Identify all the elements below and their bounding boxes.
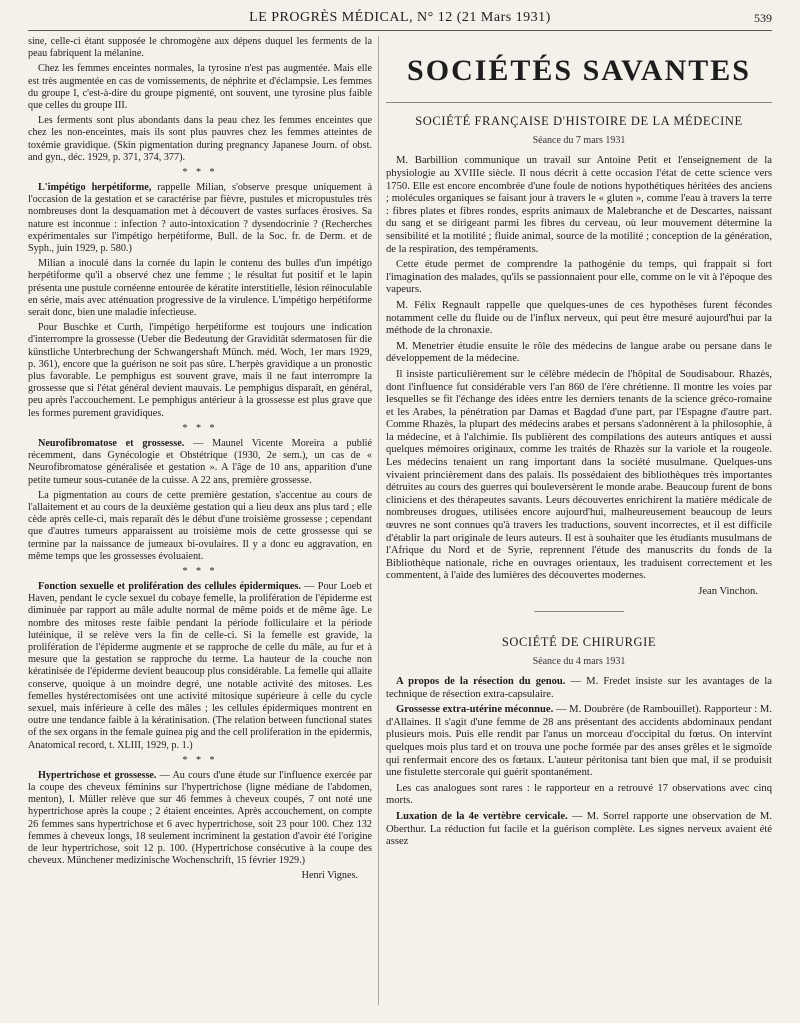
section-separator: * * * (182, 167, 218, 179)
society-report (386, 155, 772, 598)
paragraph: Les ferments sont plus abondants dans la peau chez les femmes enceintes que chez les non-enceintes, mais ils sont plus pauvres chez les femmes atteintes de toxémie gravidique. (Skin pigmentation during pregnancy Japanese Journ. of obst. and gyn., déc. 1929, p. 371, 374, 377). (28, 115, 372, 163)
paragraph: La pigmentation au cours de cette première gestation, s'accentue au cours de l'allaitement et au cours de la deuxième gestation qui a lieu deux ans plus tard ; elle cède après celle-ci, mais reparaît dès le début d'une troisième grossesse ; cependant que d'autres tumeurs apparaissent au troisième mois de cette grossesse qui se termine par la naissance de jumeaux bi-ovulaires. Il y a donc eu aggravation, en même temps que les grossesses évoluaient. (28, 489, 372, 562)
article-title: Hypertrichose et grossesse. (38, 769, 157, 781)
column-divider (378, 36, 379, 1005)
section-separator: * * * (182, 754, 218, 766)
society-title: SOCIÉTÉ FRANÇAISE D'HISTOIRE DE LA MÉDECINE (415, 114, 743, 128)
heading-rule (386, 102, 772, 103)
article-title: Fonction sexuelle et prolifération des cellules épidermiques. (38, 580, 301, 592)
author-signature: Henri Vignes. (301, 870, 358, 882)
communication-text: — M. Sorrel rapporte une observation de M. Oberthur. La réduction fut facile et la guérison complète. Les signes nerveux avaient été assez (386, 810, 772, 848)
paragraph: sine, celle-ci étant supposée le chromogène aux dépens duquel les ferments de la peau fabriquent la mélanine. (28, 36, 372, 60)
communication (386, 811, 772, 849)
article-title: Neurofibromatose et grossesse. (38, 437, 185, 449)
article-text: — Au cours d'une étude sur l'influence exercée par la coupe des cheveux féminins sur l'hypertrichose (ligne médiane de l'abdomen, menton), I. Müller relève que sur 46 femmes à cheveux coupés, 7 ont noté une hypertrichose après la coupe ; 2 étaient enceintes. Après accouchement, on compte 26 femmes sans hypertrichose et 6 avec hypertrichose, soit 23 pour 100. Chez 132 femmes à cheveux longs, 18 seulement incriminent la gestation d'avoir été l'origine de leur hypertrichose, soit 12 p. 100. (Hypertrichose consécutive à la coupe des cheveux. Münchener medizinische Wochenschrift, 15 février 1929.) (28, 769, 372, 867)
society-title: SOCIÉTÉ DE CHIRURGIE (501, 634, 657, 649)
communication-title: Grossesse extra-utérine méconnue. (396, 704, 554, 716)
paragraph: M. Barbillion communique un travail sur Antoine Petit et l'enseignement de la physiologie au XVIIIe siècle. Il nous décrit à cette occasion l'état de cette science vers 1750. Elle est encore encombrée d'une foule de notions hypothétiques héritées des anciens ; molécules organiques se faisant jour à travers le « gluten », comme l'eau à travers la terre : fibres plates et fibres rondes, esprits animaux de Malebranche et de Descartes, naissant du sang et se dirigeant parmi les fibres du cerveau, où leur mouvement détermine la sensibilité et la motilité ; fluide animal, source de la motilité ; conception de la génération, de la respiration, des tempéraments. (386, 155, 772, 255)
article-impetigo (28, 182, 372, 255)
session-date: Séance du 4 mars 1931 (532, 655, 626, 667)
right-column (386, 36, 772, 1005)
paragraph: Cette étude permet de comprendre la pathogénie du temps, qui frappait si fort l'imagination des malades, qu'ils se passionnaient pour elle, comme on le vit à l'époque des vapeurs. (386, 259, 772, 296)
article-title: L'impétigo herpétiforme, (38, 182, 152, 194)
communication-title: A propos de la résection du genou. (396, 676, 566, 687)
article-text: rappelle Milian, s'observe presque uniquement à l'occasion de la gestation et se caractérise par fièvre, pustules et micropustules très nombreuses dont la desquamation met à découvert de vastes surfaces érosives. Sa nature est inconnue : infection ? auto-intoxication ? dysendocrinie ? (Recherches expérimentales sur l'impétigo herpétiforme, Bull. de la Soc. fr. de Derm. et de Syph., juin 1929, p. 580.) (28, 182, 372, 255)
journal-title: LE PROGRÈS MÉDICAL, N° 12 (21 Mars 1931) (249, 10, 551, 25)
article-neurofibromatose (28, 438, 372, 487)
paragraph: Chez les femmes enceintes normales, la tyrosine n'est pas augmentée. Mais elle est très augmentée en cas de vomissements, de néphrite et d'éclampsie. Les femmes du groupe I, c'est-à-dire du groupe pigmenté, ont souvent, une tyrosine plus faible que celles du groupe III. (28, 63, 372, 112)
paragraph: M. Menetrier étudie ensuite le rôle des médecins de langue arabe ou persane dans le développement de la médecine. (386, 340, 772, 365)
paragraph: Milian a inoculé dans la cornée du lapin le contenu des bulles d'un impétigo herpétiforme qu'il a observé chez une femme ; le résultat fut positif et le lapin présenta une pustule cornéenne entourée de kératite interstitielle, lésion réinoculable en série, mais avec atténuation progressive de la virulence. L'impétigo herpétiforme serait donc, bien une maladie infectieuse. (28, 258, 372, 319)
page-number: 539 (754, 11, 772, 25)
section-separator: * * * (182, 422, 218, 434)
left-column (28, 36, 372, 1005)
society-report (386, 676, 772, 849)
section-heading: SOCIÉTÉS SAVANTES (407, 54, 751, 87)
communication (386, 704, 772, 780)
author-signature: Jean Vinchon. (698, 586, 758, 597)
communication-text: — M. Fredet insiste sur les avantages de la technique de résection extra-capsulaire. (386, 676, 772, 700)
section-separator: * * * (182, 565, 218, 577)
paragraph: Pour Buschke et Curth, l'impétigo herpétiforme est toujours une indication d'interrompre la grossesse (Ueber die Bedeutung der Gravidität sdermatosen für die künstliche Unterbrechung der Schwangershaft Münch. méd. Woch, 1er mars 1929, p. 361), encore que la guérison ne soit pas sûre. L'herpès gravidique a un pronostic plus favorable. Le pemphigus est souvent grave, mais il ne faut interrompre la grossesse que si l'état général devient mauvais. Le pemphigus disparaît, en général, peu après l'accouchement. Le pemphigus antérieur à la grossesse est plus grave que les formes purement gravidiques. (28, 322, 372, 419)
session-date: Séance du 7 mars 1931 (532, 135, 626, 147)
article-text: — Maunel Vicente Moreira a publié récemment, dans Gynécologie et Obstétrique (1930, 2e sem.), un cas de « Neurofibromatose généralisée et gestation ». A l'âge de 10 ans, apparition d'une petite tumeur sous-cutanée de la cuisse. A 22 ans, première grossesse. (28, 437, 372, 486)
article-fonction-sexuelle (28, 581, 372, 752)
article-text: — Pour Loeb et Haven, pendant le cycle sexuel du cobaye femelle, la prolifération de l'épiderme est diminuée par rapport au mâle adulte normal de même poids et de même âge. Le nombre des mitoses reste faible pendant la période folliculaire et la période lutéinique, il se relève vers la fin de celle-ci. Si la femelle est gravide, la prolifération de l'épiderme augmente et se rapproche de celle du mâle, au fur et à mesure que la gestation se rapproche du terme. La hauteur de la couche non kératinisée de l'épiderme devient beaucoup plus considérable. La femelle qui allaite conserve, quoique à un moindre degré, une notable activité des mitoses. Les femelles hystérectomisées ont une activité mitosique supérieure à celle du cycle sexuel, mais inférieure à celle des mâles ; les cellules épidermiques montrent en outre une tendance faible à la kératinisation. (The relation between functional states of the sex organs in the female guinea pig and the cell proliferation in the epidermis, Anatomical record, t. XLIII, 1929, p. 1.) (28, 580, 372, 751)
running-header (28, 8, 772, 31)
paragraph: Les cas analogues sont rares : le rapporteur en a retrouvé 17 observations avec cinq morts. (386, 782, 772, 807)
communication-text: — M. Doubrère (de Rambouillet). Rapporteur : M. d'Allaines. Il s'agit d'une femme de 28 ans présentant des accidents abdominaux pendant plusieurs mois. Puis elle rendit par l'anus un morceau d'occipital du fœtus. On intervint quelques mois plus tard et on trouva une poche formée par des anses grêles et le sigmoïde qui renfermait encore des os fœtaux. L'auteur péritonisa tant bien que mal, il se produisit une fistulette stercorale qui guérit spontanément. (386, 704, 772, 779)
communication (386, 676, 772, 701)
communication-title: Luxation de la 4e vertèbre cervicale. (396, 810, 568, 822)
article-hypertrichose (28, 770, 372, 868)
paragraph: M. Félix Regnault rappelle que quelques-unes de ces hypothèses furent fécondes notamment celle du fluide ou de l'influx nerveux, qui peut être mesuré aujourd'hui par la méthode de la chronaxie. (386, 299, 772, 337)
paragraph: Il insiste particulièrement sur le célèbre médecin de l'hôpital de Soudisabour. Rhazès, dont l'influence fut considérable vers l'an 860 de l'ère chrétienne. Il montre les voies par lesquelles se fit l'échange des idées entre les derniers tenants de la science gréco-romaine et les Arabes, la pénétration par Damas et Bagdad d'une part, par l'Espagne d'autre part. Comme Rhazès, la plupart des médecins arabes et persans s'adonnèrent à la philosophie, à la médecine, et à l'alchimie. Ils publièrent des compilations des auteurs antiques et aussi quelques mémoires originaux, comme les traités de Rhazès sur la variole et la rougeole. Les médecins tenaient un rang important dans la société musulmane. Quelques-uns vivaient princièrement dans des palais. Ils possédaient des bibliothèques très importantes détruites au cours des guerres qui bouleversèrent le monde arabe. Beaucoup furent de bons cliniciens et des thérapeutes savants. Leurs découvertes enrichirent la matière médicale de nombreuses drogues, utilisées encore aujourd'hui, malheureusement beaucoup de leurs œuvres ne sont connues qu'à travers les traductions, souvent incorrectes, et il est difficile d'établir la part originale de leurs auteurs. Il est à souhaiter que les étudiants musulmans de l'Afrique du Nord et de Syrie, reprennent l'étude des manuscrits du fonds de la Bibliothèque nationale, riche en ouvrages orientaux, les traduisent correctement et les commentent, à l'aide des lumières des découvertes modernes. (386, 368, 772, 582)
section-rule (534, 611, 624, 612)
